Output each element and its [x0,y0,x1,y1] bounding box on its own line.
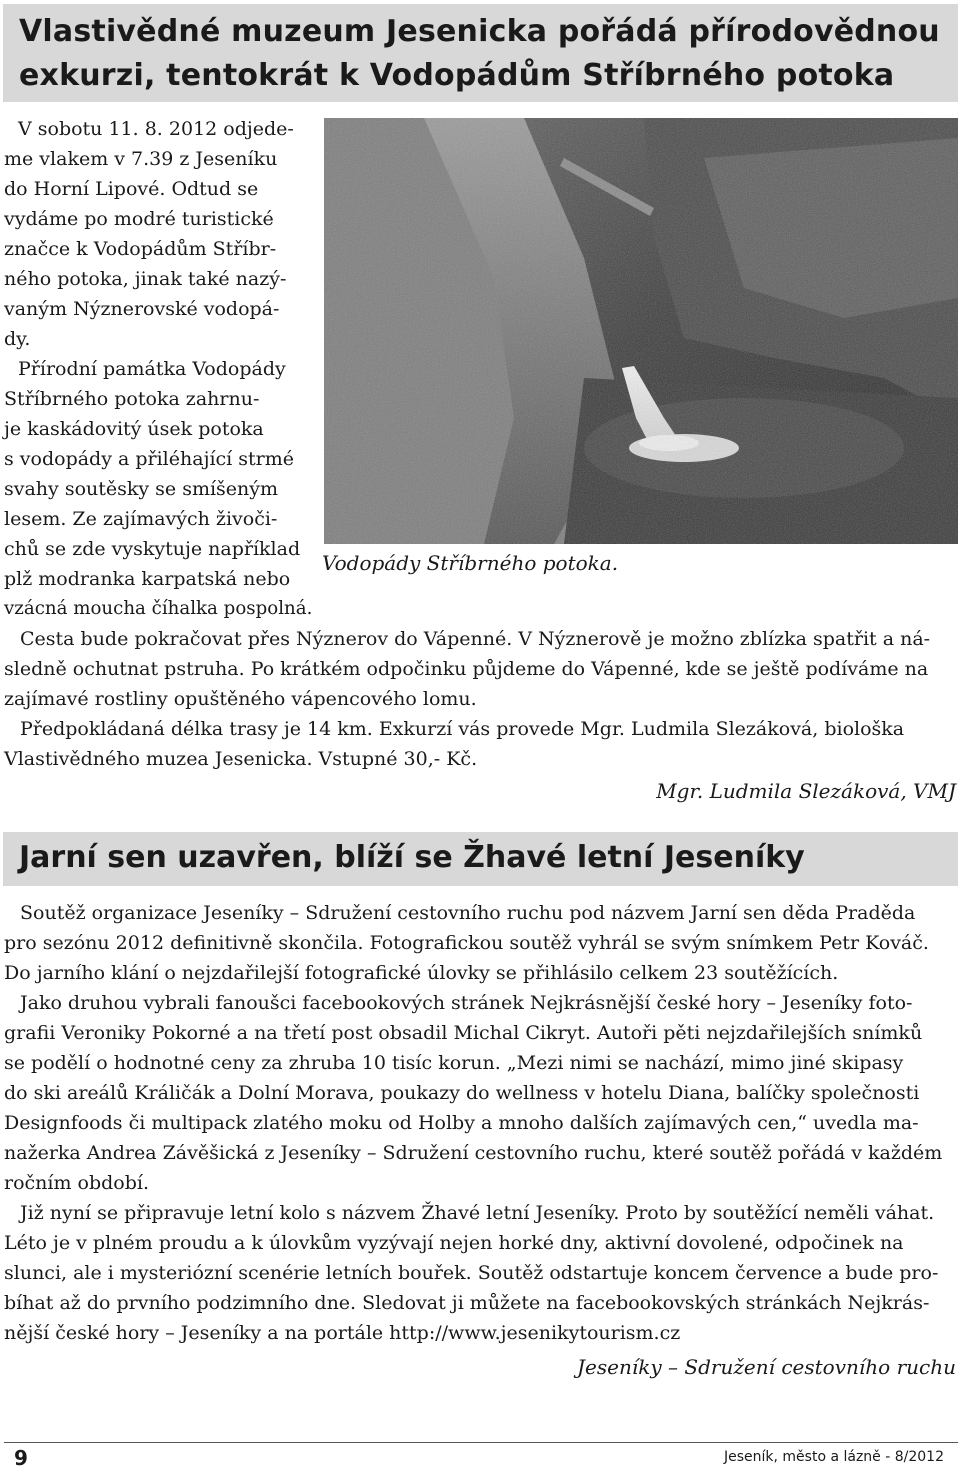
text-line: vaným Nýznerovské vodopá- [4,298,280,320]
text-line: ročním období. [4,1172,150,1194]
text-line: je kaskádovitý úsek potoka [4,418,264,440]
text-line: grafii Veroniky Pokorné a na třetí post obsadil Michal Cikryt. Autoři pěti nejzdařilejších snímků [4,1022,923,1044]
footer-divider [4,1442,958,1443]
text-line: do ski areálů Králičák a Dolní Morava, poukazy do wellness v hotelu Diana, balíčky společnosti [4,1082,920,1104]
text-line: Léto je v plném proudu a k úlovkům vyzývají nejen horké dny, aktivní dovolené, odpočinek na [4,1232,904,1254]
text-line: Předpokládaná délka trasy je 14 km. Exkurzí vás provede Mgr. Ludmila Slezáková, biološka [20,718,905,740]
text-line: Designfoods či multipack zlatého moku od Holby a mnoho dalších zajímavých cen,“ uvedla ma- [4,1112,919,1134]
text-line: Vlastivědného muzea Jesenicka. Vstupné 30,- Kč. [4,748,478,770]
text-line: se podělí o hodnotné ceny za zhruba 10 tisíc korun. „Mezi nimi se nachází, mimo jiné skipasy [4,1052,904,1074]
text-line: zajímavé rostliny opuštěného vápencového lomu. [4,688,477,710]
text-line: Jako druhou vybrali fanoušci facebookových stránek Nejkrásnější české hory – Jeseníky foto- [20,992,913,1014]
text-line: svahy soutěsky se smíšeným [4,478,279,500]
article1-body [4,624,958,774]
text-line: Přírodní památka Vodopády [18,358,286,380]
text-line: do Horní Lipové. Odtud se [4,178,259,200]
text-line: lesem. Ze zajímavých živoči- [4,508,278,530]
text-line: nažerka Andrea Závěšická z Jeseníky – Sdružení cestovního ruchu, které soutěž pořádá v každém [4,1142,943,1164]
text-line: bíhat až do prvního podzimního dne. Sledovat ji můžete na facebookovských stránkách Nejkrás- [4,1292,930,1314]
article1-author: Mgr. Ludmila Slezáková, VMJ [656,779,956,803]
publication-name: Jeseník, město a lázně - 8/2012 [723,1449,944,1465]
text-line: Stříbrného potoka zahrnu- [4,388,260,410]
text-line: vydáme po modré turistické [4,208,274,230]
text-line: chů se zde vyskytuje například [4,538,301,560]
article1-title-line2: exkurzi, tentokrát k Vodopádům Stříbrného potoka [19,58,895,93]
text-line: me vlakem v 7.39 z Jeseníku [4,148,278,170]
text-line: slunci, ale i mysteriózní scenérie letních bouřek. Soutěž odstartuje koncem července a bude pro- [4,1262,939,1284]
waterfall-photo [324,118,958,544]
article2-body [4,898,958,1348]
text-line: Již nyní se připravuje letní kolo s názvem Žhavé letní Jeseníky. Proto by soutěžící neměli váhat. [20,1202,935,1224]
article2-title: Jarní sen uzavřen, blíží se Žhavé letní Jeseníky [19,840,805,875]
page-number: 9 [14,1446,28,1470]
article1-heading [3,4,958,102]
text-line: dy. [4,328,31,350]
text-line: plž modranka karpatská nebo [4,568,291,590]
text-line: pro sezónu 2012 definitivně skončila. Fotografickou soutěž vyhrál se svým snímkem Petr Kováč. [4,932,929,954]
text-line: značce k Vodopádům Stříbr- [4,238,277,260]
article1-intro-column [4,114,314,624]
text-line: ného potoka, jinak také nazý- [4,268,287,290]
text-line: nější české hory – Jeseníky a na portále http://www.jesenikytourism.cz [4,1322,681,1344]
text-line: V sobotu 11. 8. 2012 odjede- [18,118,294,140]
waterfall-image [324,118,958,544]
article1-title-line1: Vlastivědné muzeum Jesenicka pořádá přírodovědnou [19,14,940,49]
text-line: sledně ochutnat pstruha. Po krátkém odpočinku půjdeme do Vápenné, kde se ještě podíváme na [4,658,929,680]
text-line: Cesta bude pokračovat přes Nýznerov do Vápenné. V Nýznerově je možno zblízka spatřit a ná- [20,628,931,650]
article2-heading [3,832,958,886]
text-line: Do jarního klání o nejzdařilejší fotografické úlovky se přihlásilo celkem 23 soutěžících. [4,962,839,984]
text-line: vzácná moucha číhalka pospolná. [4,598,313,619]
article2-author: Jeseníky – Sdružení cestovního ruchu [577,1355,956,1379]
text-line: Soutěž organizace Jeseníky – Sdružení cestovního ruchu pod názvem Jarní sen děda Praděda [20,902,916,924]
text-line: s vodopády a přiléhající strmé [4,448,295,470]
photo-caption: Vodopády Stříbrného potoka. [322,551,619,575]
